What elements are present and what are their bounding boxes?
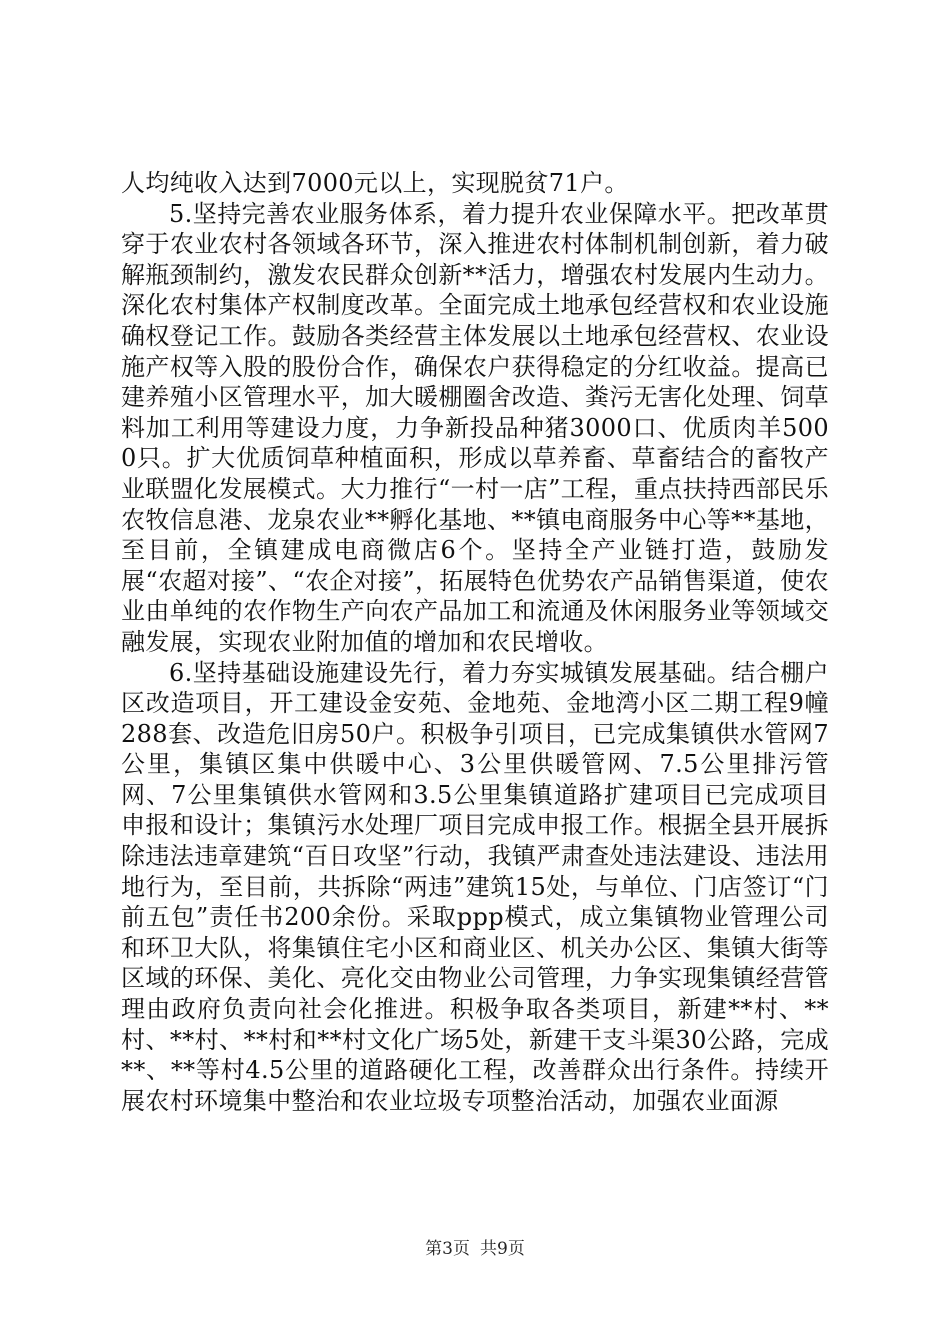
paragraph-section-6: 6.坚持基础设施建设先行，着力夯实城镇发展基础。结合棚户区改造项目，开工建设金安苑、金地苑、金地湾小区二期工程9幢288套、改造危旧房50户。积极争引项目，已完成集镇供水管网7公里，集镇区集中供暖中心、3公里供暖管网、7.5公里排污管网、7公里集镇供水管网和3.5公里集镇道路扩建项目已完成项目申报和设计；集镇污水处理厂项目完成申报工作。根据全县开展拆除违法违章建筑“百日攻坚”行动，我镇严肃查处违法建设、违法用地行为，至目前，共拆除“两违”建筑15处，与单位、门店签订“门前五包”责任书200余份。采取ppp模式，成立集镇物业管理公司和环卫大队，将集镇住宅小区和商业区、机关办公区、集镇大街等区域的环保、美化、亮化交由物业公司管理，力争实现集镇经营管理由政府负责向社会化推进。积极争取各类项目，新建**村、**村、**村、**村和**村文化广场5处，新建干支斗渠30公路，完成**、**等村4.5公里的道路硬化工程，改善群众出行条件。持续开展农村环境集中整治和农业垃圾专项整治活动，加强农业面源 <box>121 658 829 1115</box>
page-total: 共9页 <box>480 1239 525 1259</box>
paragraph-section-5: 5.坚持完善农业服务体系，着力提升农业保障水平。把改革贯穿于农业农村各领域各环节，深入推进农村体制机制创新，着力破解瓶颈制约，激发农民群众创新**活力，增强农村发展内生动力。深化农村集体产权制度改革。全面完成土地承包经营权和农业设施确权登记工作。鼓励各类经营主体发展以土地承包经营权、农业设施产权等入股的股份合作，确保农户获得稳定的分红收益。提高已建养殖小区管理水平，加大暖棚圈舍改造、粪污无害化处理、饲草料加工利用等建设力度，力争新投品种猪3000口、优质肉羊5000只。扩大优质饲草种植面积，形成以草养畜、草畜结合的畜牧产业联盟化发展模式。大力推行“一村一店”工程，重点扶持西部民乐农牧信息港、龙泉农业**孵化基地、**镇电商服务中心等**基地，至目前，全镇建成电商微店6个。坚持全产业链打造，鼓励发展“农超对接”、“农企对接”，拓展特色优势农产品销售渠道，使农业由单纯的农作物生产向农产品加工和流通及休闲服务业等领域交融发展，实现农业附加值的增加和农民增收。 <box>121 199 829 656</box>
page-number: 第3页 <box>425 1239 470 1259</box>
document-body <box>121 168 829 1116</box>
page-footer <box>0 1238 950 1260</box>
paragraph-continuation: 人均纯收入达到7000元以上，实现脱贫71户。 <box>121 169 629 197</box>
